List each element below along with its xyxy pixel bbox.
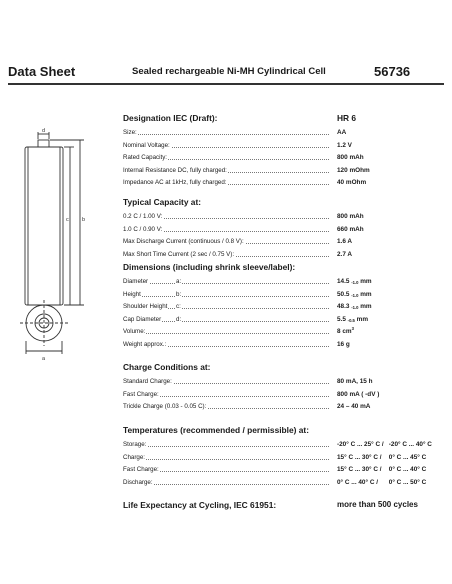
capacity-title: Typical Capacity at: (123, 197, 202, 207)
spec-row: Storage: -20° C ... 25° C / -20° C ... 40° C (123, 439, 439, 452)
spec-row: Size: AA (123, 127, 439, 140)
spec-row: Height b: 50.5 -1.0 mm (123, 289, 439, 302)
designation-title: Designation IEC (Draft): (123, 113, 218, 123)
spec-row: Cap Diameter d: 5.5 -0.5 mm (123, 314, 439, 327)
spec-row: Max Short Time Current (2 sec / 0.75 V): 2.7 A (123, 249, 439, 262)
spec-row: Charge: 15° C ... 30° C / 0° C ... 45° C (123, 452, 439, 465)
spec-row: Discharge: 0° C ... 40° C / 0° C ... 50° C (123, 477, 439, 490)
dim-label-c: c (66, 217, 69, 223)
spec-row: Shoulder Height c: 48.3 -1.0 mm (123, 301, 439, 314)
dimensions-title: Dimensions (including shrink sleeve/label): (123, 262, 296, 272)
section-capacity (123, 197, 439, 261)
spec-row: Fast Charge: 15° C ... 30° C / 0° C ... 40° C (123, 464, 439, 477)
spec-row: Trickle Charge (0.03 - 0.05 C): 24 – 40 mA (123, 401, 439, 414)
section-designation (123, 113, 439, 190)
section-dimensions (123, 262, 439, 352)
charge-title: Charge Conditions at: (123, 362, 211, 372)
life-title: Life Expectancy at Cycling, IEC 61951: (123, 500, 277, 510)
dim-label-a: a (42, 356, 46, 362)
dim-label-b: b (82, 217, 86, 223)
spec-row: 1.0 C / 0.90 V: 660 mAh (123, 224, 439, 237)
temperatures-title: Temperatures (recommended / permissible) at: (123, 425, 310, 435)
spec-row: Rated Capacity: 800 mAh (123, 152, 439, 165)
spec-row: Nominal Voltage: 1.2 V (123, 140, 439, 153)
designation-value: HR 6 (337, 113, 357, 123)
spec-row: Fast Charge: 800 mA ( -dV ) (123, 389, 439, 402)
spec-row: Standard Charge: 80 mA, 15 h (123, 376, 439, 389)
spec-row: Volume: 8 $cm^3$ (123, 326, 439, 339)
cell-drawing (6, 128, 106, 368)
cell-body (25, 147, 63, 305)
header-rule (8, 83, 444, 85)
section-temperatures (123, 425, 439, 489)
dim-label-d: d (42, 128, 46, 134)
doc-number: 56736 (374, 64, 411, 79)
cell-cap (38, 140, 49, 147)
spec-row: 0.2 C / 1.00 V: 800 mAh (123, 211, 439, 224)
doc-title: Data Sheet (8, 64, 76, 79)
spec-row: Impedance AC at 1kHz, fully charged: 40 mOhm (123, 177, 439, 190)
life-value: more than 500 cycles (337, 500, 418, 509)
section-charge (123, 362, 439, 414)
spec-row: Diameter a: 14.5 -1.0 mm (123, 276, 439, 289)
spec-row: Max Discharge Current (continuous / 0.8 V): 1.6 A (123, 236, 439, 249)
section-life (123, 500, 439, 511)
spec-row: Internal Resistance DC, fully charged: 120 mOhm (123, 165, 439, 178)
spec-row: Weight approx.: 16 g (123, 339, 439, 352)
doc-subtitle: Sealed rechargeable Ni-MH Cylindrical Cell (132, 66, 326, 77)
